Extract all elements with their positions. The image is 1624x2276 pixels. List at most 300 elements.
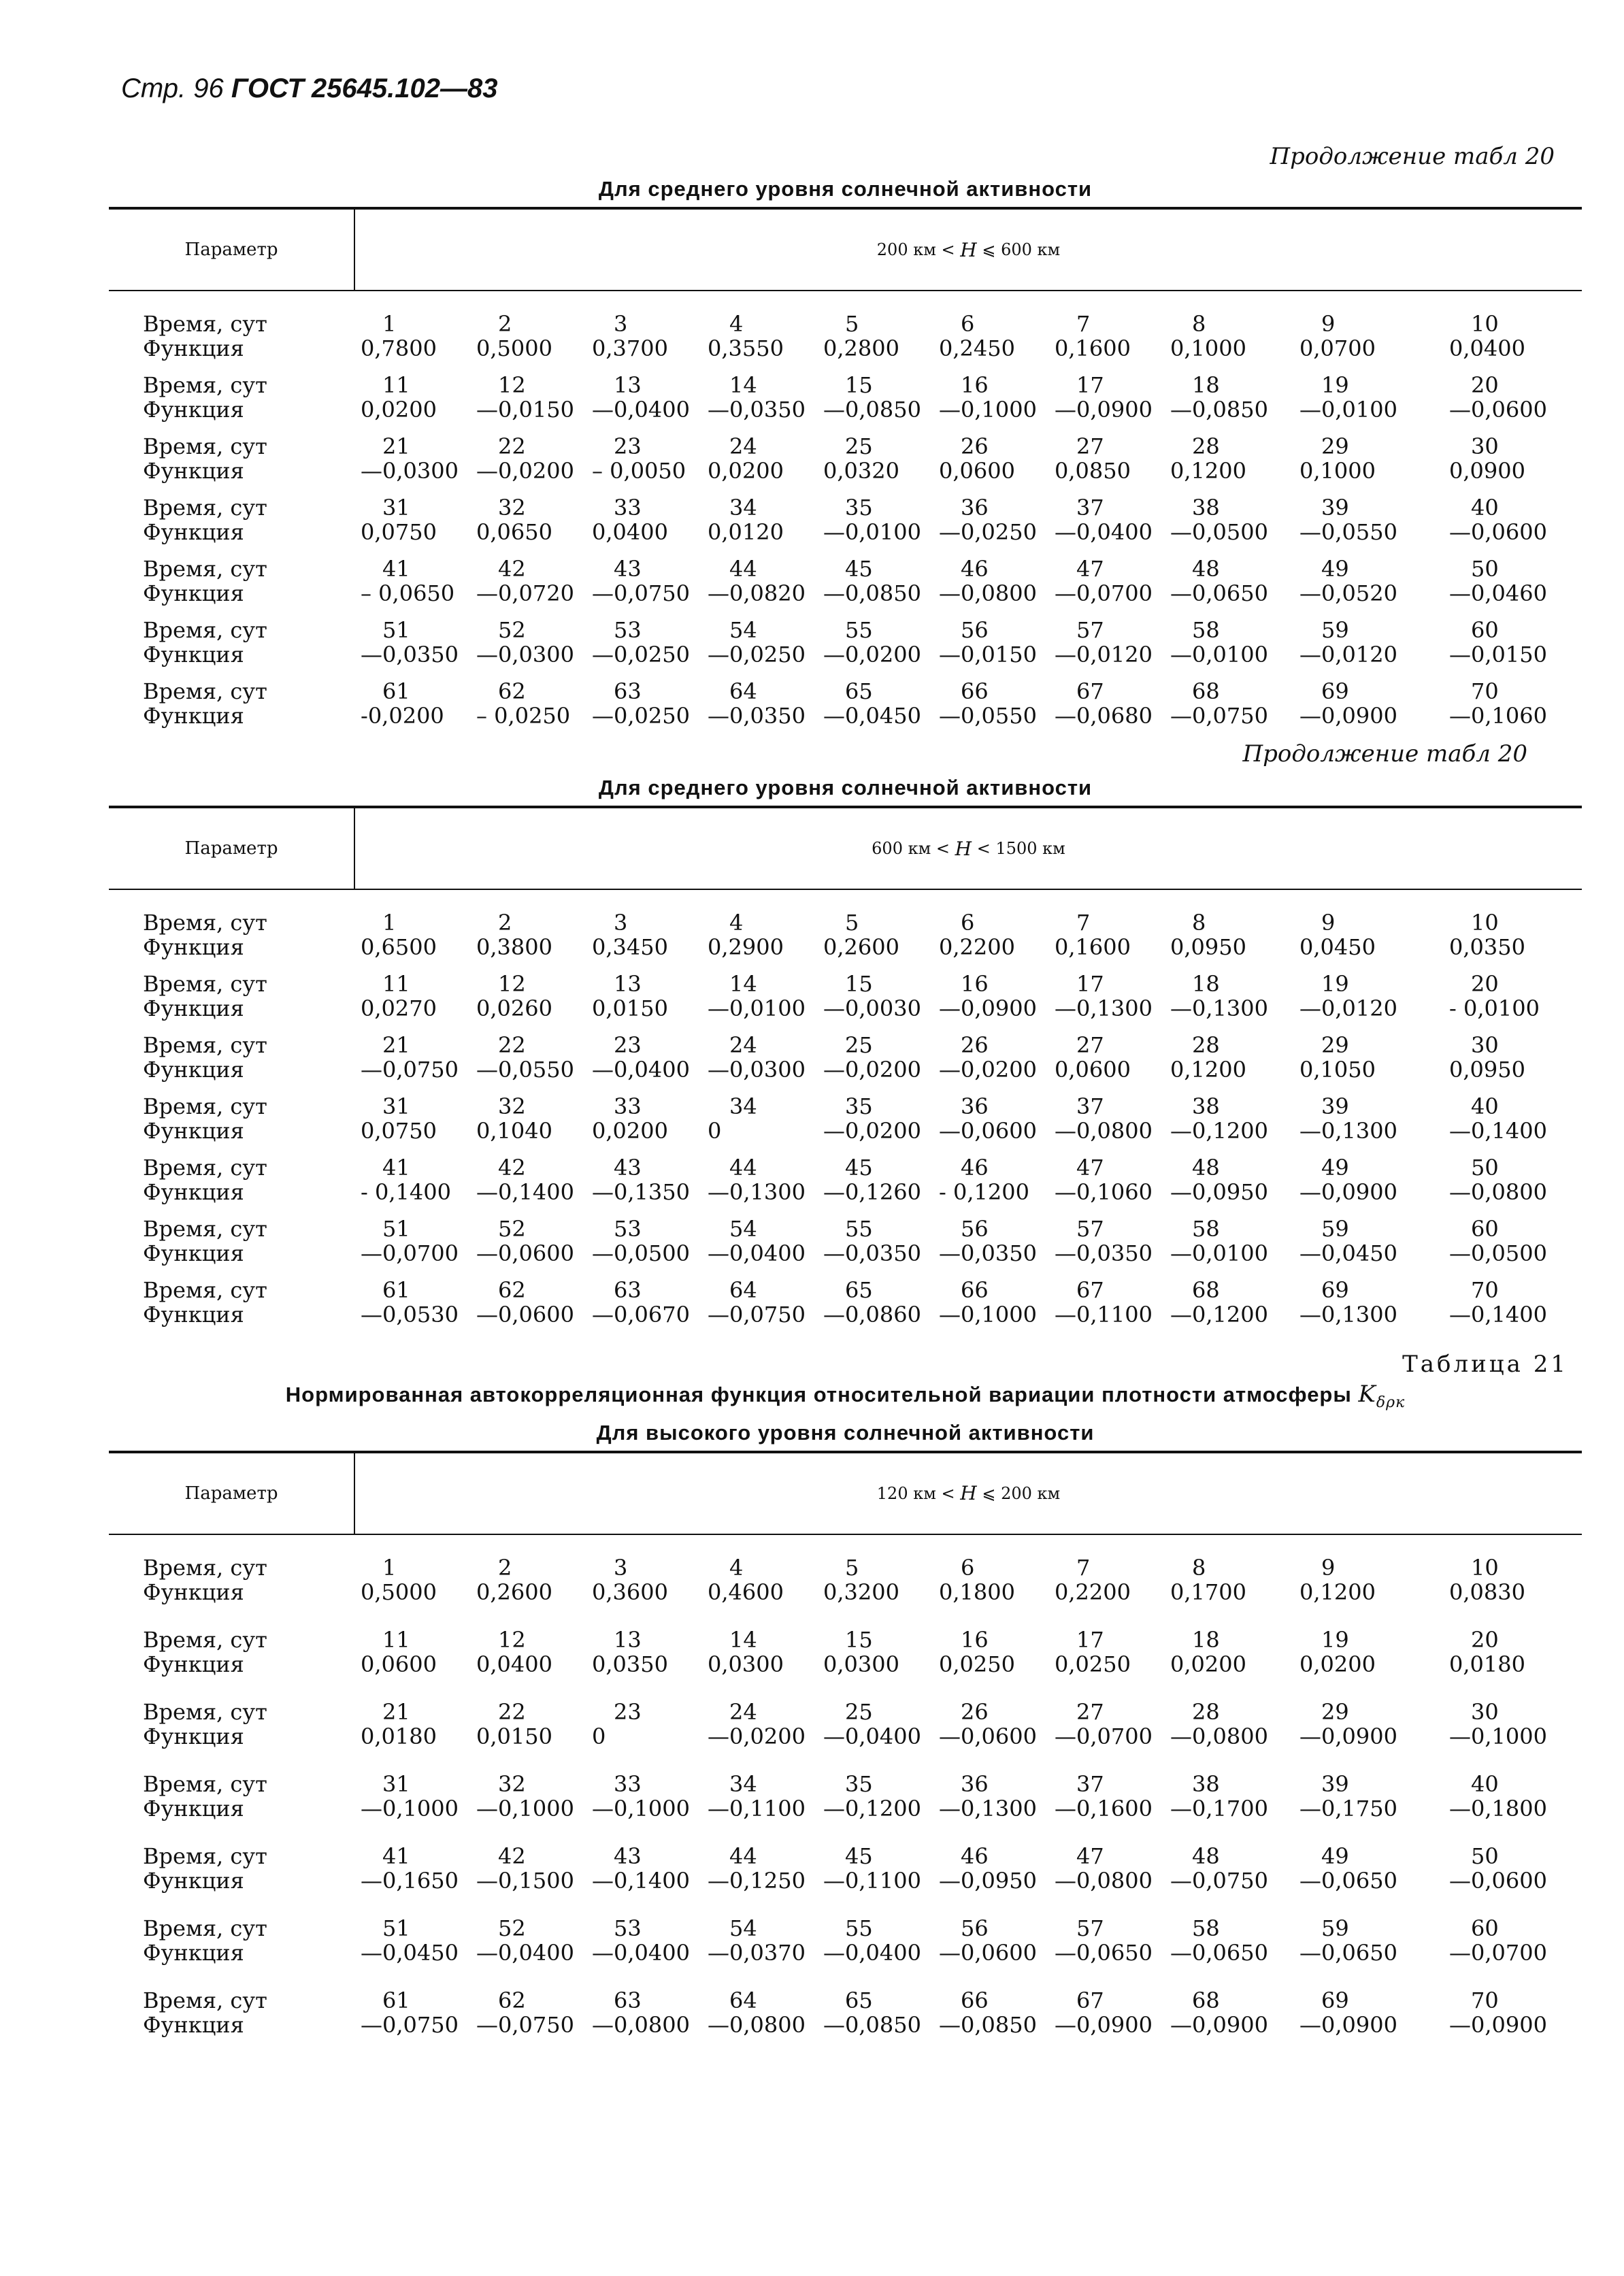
table-row	[109, 557, 1582, 618]
data-cell	[1055, 1278, 1163, 1327]
data-cell	[1449, 1155, 1558, 1204]
function-label: Функция	[143, 642, 244, 667]
time-value: 58	[1192, 1915, 1220, 1941]
time-value: 46	[961, 556, 989, 582]
data-cell	[361, 618, 469, 667]
data-cell	[1449, 972, 1558, 1021]
data-cell	[1299, 312, 1408, 361]
time-value: 21	[382, 433, 410, 459]
time-value: 13	[614, 971, 642, 997]
table-row	[109, 434, 1582, 495]
data-cell	[1449, 1094, 1558, 1143]
data-cell	[361, 557, 469, 606]
data-cell	[361, 1033, 469, 1082]
function-value: —0,0900	[1055, 2011, 1153, 2038]
data-cell	[361, 1094, 469, 1143]
time-label: Время, сут	[143, 617, 267, 643]
time-value: 22	[498, 1032, 526, 1058]
function-value: —0,0150	[476, 397, 574, 423]
data-cell	[823, 1217, 932, 1266]
function-value: 0,3200	[823, 1579, 899, 1605]
table-20-section-2	[109, 747, 1582, 1339]
row-labels	[143, 972, 333, 1021]
function-value: —0,0600	[1449, 397, 1547, 423]
time-value: 37	[1076, 1770, 1104, 1797]
time-value: 20	[1471, 971, 1499, 997]
function-value: 0,0950	[1170, 934, 1246, 960]
time-value: 2	[498, 910, 512, 936]
param-header: Параметр	[184, 240, 278, 260]
time-label: Время, сут	[143, 495, 267, 521]
row-labels	[143, 1700, 333, 1749]
function-value: —0,0750	[708, 1302, 806, 1327]
table-row	[109, 1988, 1582, 2060]
function-label: Функция	[143, 995, 244, 1021]
function-value: 0,3700	[592, 335, 668, 361]
table-20-section-1	[109, 143, 1582, 740]
data-cell	[476, 312, 585, 361]
data-cell	[708, 972, 816, 1021]
data-cell	[708, 312, 816, 361]
time-value: 2	[498, 1554, 512, 1581]
data-cell	[361, 1278, 469, 1327]
function-value: 0,0400	[592, 519, 668, 545]
data-cell	[1299, 1844, 1408, 1893]
function-value: —0,0200	[708, 1723, 806, 1749]
function-value: —0,1100	[823, 1867, 921, 1894]
time-value: 4	[729, 910, 744, 936]
data-cell	[1055, 1772, 1163, 1821]
data-cell	[1299, 1916, 1408, 1965]
time-value: 45	[845, 1155, 873, 1181]
function-value: —0,0200	[823, 1057, 921, 1083]
function-value: —0,0600	[939, 1939, 1037, 1966]
function-value: —0,1100	[1055, 1302, 1153, 1327]
time-value: 22	[498, 433, 526, 459]
function-value: 0,0350	[592, 1651, 668, 1677]
data-cell	[476, 972, 585, 1021]
data-cell	[939, 495, 1048, 544]
data-cell	[1055, 1844, 1163, 1893]
time-label: Время, сут	[143, 1626, 267, 1653]
function-value: —0,0350	[823, 1240, 921, 1266]
data-cell	[1299, 1094, 1408, 1143]
time-label: Время, сут	[143, 1770, 267, 1797]
time-value: 3	[614, 311, 628, 337]
time-value: 22	[498, 1698, 526, 1725]
function-value: —0,0800	[592, 2011, 690, 2038]
continuation-label: Продолжение табл 20	[1270, 143, 1555, 170]
time-value: 31	[382, 1770, 410, 1797]
data-cell	[1449, 1217, 1558, 1266]
time-value: 49	[1321, 556, 1349, 582]
table-header	[109, 806, 1582, 890]
data-cell	[708, 1094, 816, 1143]
function-value: —0,1260	[823, 1179, 921, 1205]
time-value: 39	[1321, 1770, 1349, 1797]
function-value: —0,1650	[361, 1867, 459, 1894]
time-value: 61	[382, 678, 410, 704]
time-value: 66	[961, 1277, 989, 1303]
function-value: 0,0300	[708, 1651, 784, 1677]
function-value: —0,0150	[939, 642, 1037, 667]
function-value: —0,1750	[1299, 1795, 1397, 1821]
data-cell	[939, 1033, 1048, 1082]
data-cell	[1170, 557, 1279, 606]
time-value: 11	[382, 971, 410, 997]
row-labels	[143, 1155, 333, 1204]
data-cell	[823, 557, 932, 606]
function-value: 0,3800	[476, 934, 552, 960]
data-cell	[361, 1628, 469, 1677]
time-value: 52	[498, 617, 526, 643]
time-value: 16	[961, 1626, 989, 1653]
data-cell	[823, 495, 932, 544]
time-label: Время, сут	[143, 1987, 267, 2013]
function-value: —0,0150	[1449, 642, 1547, 667]
data-cell	[708, 910, 816, 959]
function-value: —0,0800	[939, 580, 1037, 606]
data-cell	[592, 1094, 701, 1143]
time-label: Время, сут	[143, 1277, 267, 1303]
function-value: 0,6500	[361, 934, 437, 960]
page-header	[121, 73, 497, 104]
data-cell	[939, 373, 1048, 422]
table-body	[109, 312, 1582, 740]
data-cell	[823, 373, 932, 422]
time-value: 4	[729, 311, 744, 337]
time-value: 64	[729, 678, 757, 704]
data-cell	[823, 679, 932, 728]
time-value: 9	[1321, 311, 1336, 337]
data-cell	[1055, 1094, 1163, 1143]
time-value: 48	[1192, 1155, 1220, 1181]
function-value: 0,2900	[708, 934, 784, 960]
row-labels	[143, 1844, 333, 1893]
time-value: 18	[1192, 372, 1220, 398]
time-value: 53	[614, 1915, 642, 1941]
time-value: 8	[1192, 311, 1206, 337]
function-value: —0,0750	[361, 1057, 459, 1083]
function-value: —0,0900	[939, 995, 1037, 1021]
time-value: 64	[729, 1987, 757, 2013]
time-value: 29	[1321, 1032, 1349, 1058]
function-value: 0,3450	[592, 934, 668, 960]
data-cell	[1055, 434, 1163, 483]
time-value: 26	[961, 433, 989, 459]
data-cell	[1299, 910, 1408, 959]
time-value: 17	[1076, 372, 1104, 398]
time-value: 54	[729, 617, 757, 643]
altitude-range: 600 км < H < 1500 км	[872, 837, 1065, 860]
data-cell	[1055, 1700, 1163, 1749]
data-cell	[1449, 1844, 1558, 1893]
data-cell	[823, 910, 932, 959]
function-value: - 0,1400	[361, 1179, 451, 1205]
function-value: —0,0550	[939, 703, 1037, 729]
time-value: 68	[1192, 678, 1220, 704]
function-label: Функция	[143, 703, 244, 729]
time-value: 17	[1076, 1626, 1104, 1653]
time-value: 66	[961, 678, 989, 704]
data-cell	[1299, 972, 1408, 1021]
data-cell	[1449, 495, 1558, 544]
data-cell	[939, 1700, 1048, 1749]
function-value: —0,0250	[708, 642, 806, 667]
time-value: 1	[382, 311, 397, 337]
time-value: 51	[382, 1216, 410, 1242]
data-cell	[1299, 1772, 1408, 1821]
table-body	[109, 1555, 1582, 2060]
data-cell	[1170, 1217, 1279, 1266]
data-cell	[823, 1628, 932, 1677]
function-value: —0,0120	[1299, 995, 1397, 1021]
data-cell	[476, 1155, 585, 1204]
function-value: —0,0400	[592, 1057, 690, 1083]
function-value: —0,0300	[476, 642, 574, 667]
time-value: 37	[1076, 495, 1104, 521]
function-value: —0,1300	[1055, 995, 1153, 1021]
function-value: —0,0650	[1170, 1939, 1268, 1966]
table-header	[109, 207, 1582, 291]
time-value: 8	[1192, 1554, 1206, 1581]
data-cell	[361, 679, 469, 728]
time-value: 50	[1471, 1155, 1499, 1181]
data-cell	[1449, 1700, 1558, 1749]
function-value: 0,0120	[708, 519, 784, 545]
function-value: —0,0120	[1299, 642, 1397, 667]
time-value: 19	[1321, 1626, 1349, 1653]
data-cell	[1299, 1217, 1408, 1266]
time-value: 52	[498, 1915, 526, 1941]
time-value: 28	[1192, 1032, 1220, 1058]
time-value: 8	[1192, 910, 1206, 936]
function-value: —0,0950	[939, 1867, 1037, 1894]
time-value: 35	[845, 1770, 873, 1797]
function-value: —0,0100	[823, 519, 921, 545]
time-value: 1	[382, 1554, 397, 1581]
table-row	[109, 495, 1582, 557]
function-value: —0,0450	[1299, 1240, 1397, 1266]
data-cell	[592, 910, 701, 959]
function-value: —0,0400	[1055, 519, 1153, 545]
data-cell	[1449, 618, 1558, 667]
time-value: 47	[1076, 1843, 1104, 1869]
time-label: Время, сут	[143, 1032, 267, 1058]
function-value: 0,1600	[1055, 934, 1131, 960]
time-value: 47	[1076, 556, 1104, 582]
time-value: 27	[1076, 1032, 1104, 1058]
function-value: —0,0950	[1170, 1179, 1268, 1205]
data-cell	[361, 1555, 469, 1604]
function-value: —0,1300	[1299, 1302, 1397, 1327]
data-cell	[1449, 1033, 1558, 1082]
time-value: 48	[1192, 1843, 1220, 1869]
time-value: 70	[1471, 1987, 1499, 2013]
time-value: 45	[845, 1843, 873, 1869]
row-labels	[143, 557, 333, 606]
table-row	[109, 312, 1582, 373]
function-value: —0,1000	[592, 1795, 690, 1821]
function-value: —0,0900	[1299, 703, 1397, 729]
altitude-range: 120 км < H ⩽ 200 км	[876, 1482, 1061, 1505]
data-cell	[361, 1988, 469, 2037]
time-value: 50	[1471, 1843, 1499, 1869]
time-value: 50	[1471, 556, 1499, 582]
time-value: 35	[845, 1093, 873, 1119]
time-value: 21	[382, 1032, 410, 1058]
function-value: —0,0900	[1299, 2011, 1397, 2038]
function-value: —0,0800	[1170, 1723, 1268, 1749]
function-value: —0,1060	[1055, 1179, 1153, 1205]
row-labels	[143, 1217, 333, 1266]
data-cell	[708, 557, 816, 606]
time-value: 55	[845, 617, 873, 643]
function-value: —0,0400	[476, 1939, 574, 1966]
function-value: —0,1000	[361, 1795, 459, 1821]
function-value: —0,0600	[1449, 1867, 1547, 1894]
data-cell	[1055, 1916, 1163, 1965]
function-value: —0,1400	[1449, 1118, 1547, 1144]
time-label: Время, сут	[143, 311, 267, 337]
time-value: 25	[845, 1698, 873, 1725]
time-value: 6	[961, 311, 975, 337]
table-row	[109, 1278, 1582, 1339]
time-value: 6	[961, 1554, 975, 1581]
data-cell	[708, 1772, 816, 1821]
function-value: —0,0100	[1170, 642, 1268, 667]
data-cell	[476, 1217, 585, 1266]
table-row	[109, 373, 1582, 434]
time-value: 60	[1471, 617, 1499, 643]
function-value: —0,0850	[939, 2011, 1037, 2038]
function-label: Функция	[143, 580, 244, 606]
time-value: 38	[1192, 1093, 1220, 1119]
time-value: 36	[961, 495, 989, 521]
time-value: 25	[845, 1032, 873, 1058]
function-value: 0,0270	[361, 995, 437, 1021]
data-cell	[361, 1700, 469, 1749]
function-value: —0,1250	[708, 1867, 806, 1894]
time-value: 11	[382, 372, 410, 398]
function-value: 0,2600	[476, 1579, 552, 1605]
time-value: 3	[614, 1554, 628, 1581]
time-value: 9	[1321, 910, 1336, 936]
table-row	[109, 1916, 1582, 1988]
function-value: - 0,1200	[939, 1179, 1029, 1205]
time-value: 26	[961, 1032, 989, 1058]
function-value: —0,0100	[708, 995, 806, 1021]
time-value: 14	[729, 971, 757, 997]
row-labels	[143, 910, 333, 959]
data-cell	[1170, 312, 1279, 361]
time-value: 58	[1192, 617, 1220, 643]
time-value: 19	[1321, 971, 1349, 997]
time-value: 52	[498, 1216, 526, 1242]
time-value: 54	[729, 1216, 757, 1242]
function-value: —0,0450	[361, 1939, 459, 1966]
function-value: —0,0520	[1299, 580, 1397, 606]
time-label: Время, сут	[143, 1216, 267, 1242]
data-cell	[708, 679, 816, 728]
function-value: —0,0860	[823, 1302, 921, 1327]
row-labels	[143, 1628, 333, 1677]
function-label: Функция	[143, 335, 244, 361]
data-cell	[1170, 1155, 1279, 1204]
time-value: 24	[729, 1698, 757, 1725]
time-value: 42	[498, 556, 526, 582]
function-label: Функция	[143, 397, 244, 423]
function-value: —0,0900	[1055, 397, 1153, 423]
function-label: Функция	[143, 1240, 244, 1266]
function-value: —0,1700	[1170, 1795, 1268, 1821]
time-value: 60	[1471, 1216, 1499, 1242]
symbol-k-delta-rho: $K_{\delta\rho к}$	[1358, 1381, 1406, 1411]
time-value: 59	[1321, 617, 1349, 643]
data-cell	[476, 1772, 585, 1821]
time-value: 58	[1192, 1216, 1220, 1242]
time-value: 5	[845, 910, 859, 936]
data-cell	[1055, 495, 1163, 544]
time-value: 61	[382, 1277, 410, 1303]
data-cell	[361, 434, 469, 483]
function-value: —0,0400	[708, 1240, 806, 1266]
data-cell	[361, 373, 469, 422]
data-cell	[708, 1700, 816, 1749]
function-value: 0,1000	[1299, 458, 1376, 484]
function-label: Функция	[143, 2011, 244, 2038]
time-value: 1	[382, 910, 397, 936]
time-value: 54	[729, 1915, 757, 1941]
data-cell	[939, 434, 1048, 483]
data-cell	[1449, 679, 1558, 728]
function-value: —0,0850	[823, 397, 921, 423]
time-value: 12	[498, 1626, 526, 1653]
time-value: 46	[961, 1155, 989, 1181]
function-value: —0,1000	[939, 397, 1037, 423]
function-value: —0,0700	[1055, 580, 1153, 606]
function-value: —0,0030	[823, 995, 921, 1021]
function-value: —0,0250	[939, 519, 1037, 545]
data-cell	[1170, 1916, 1279, 1965]
time-value: 62	[498, 678, 526, 704]
row-labels	[143, 679, 333, 728]
table-row	[109, 679, 1582, 740]
function-value: —0,1350	[592, 1179, 690, 1205]
function-label: Функция	[143, 934, 244, 960]
time-value: 7	[1076, 311, 1091, 337]
data-cell	[592, 1555, 701, 1604]
time-value: 36	[961, 1093, 989, 1119]
row-labels	[143, 1278, 333, 1327]
data-cell	[1170, 679, 1279, 728]
time-value: 18	[1192, 971, 1220, 997]
time-value: 13	[614, 372, 642, 398]
time-value: 11	[382, 1626, 410, 1653]
table-number: Таблица 21	[1402, 1351, 1568, 1378]
time-value: 28	[1192, 433, 1220, 459]
time-value: 56	[961, 1216, 989, 1242]
data-cell	[1055, 679, 1163, 728]
altitude-range: 200 км < H ⩽ 600 км	[876, 238, 1061, 261]
time-value: 33	[614, 1770, 642, 1797]
data-cell	[939, 312, 1048, 361]
function-value: —0,0120	[1055, 642, 1153, 667]
data-cell	[592, 1033, 701, 1082]
time-value: 39	[1321, 1093, 1349, 1119]
time-value: 4	[729, 1554, 744, 1581]
table-row	[109, 1772, 1582, 1844]
